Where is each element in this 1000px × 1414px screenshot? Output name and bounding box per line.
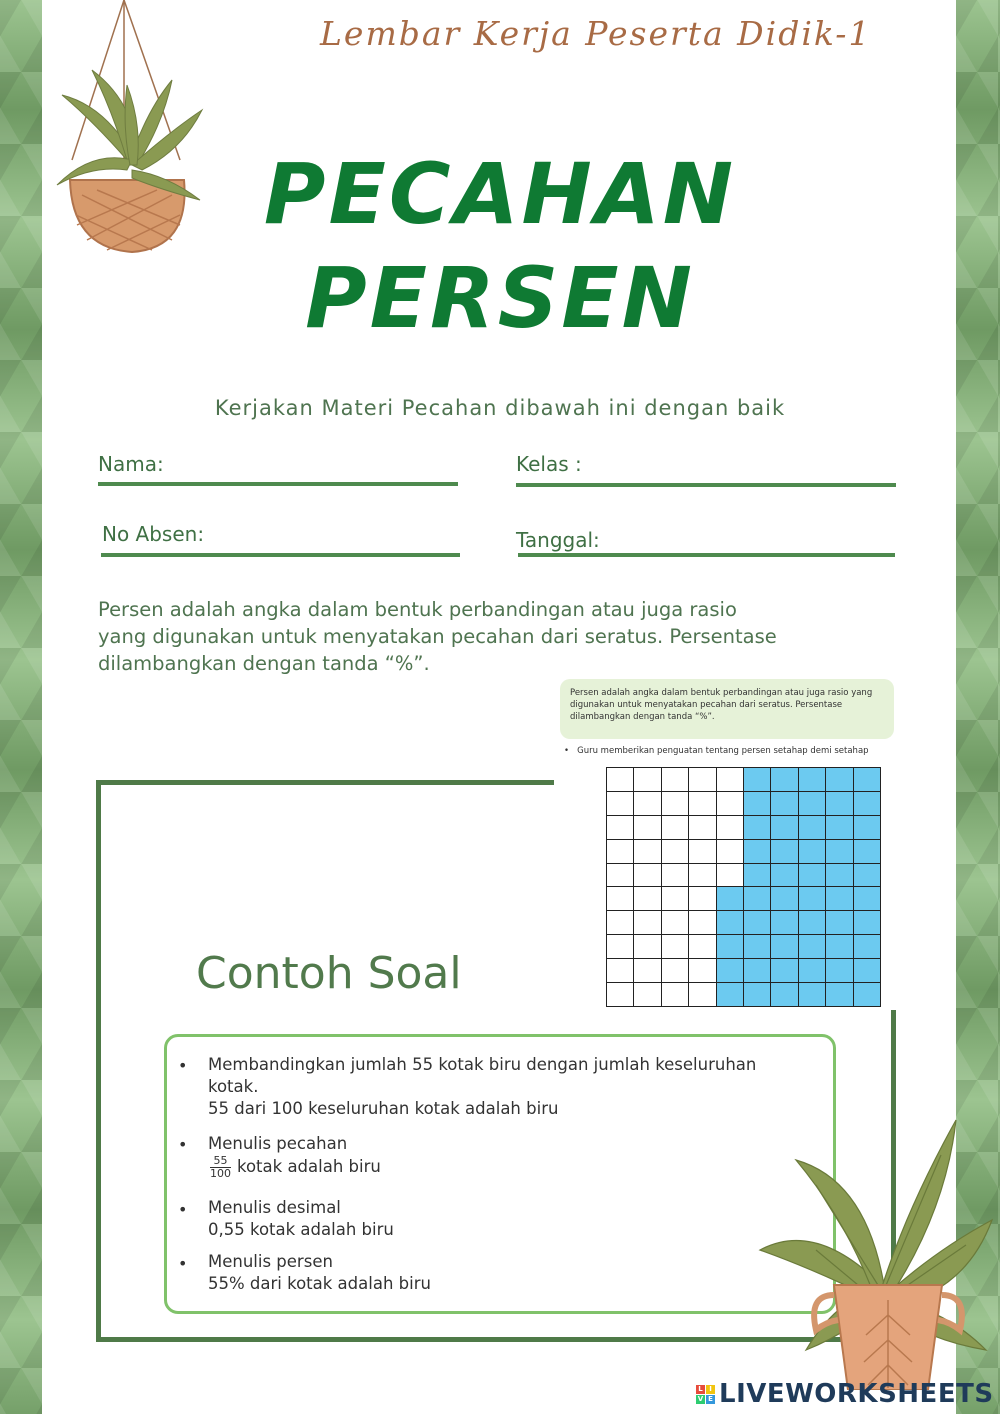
grid-cell bbox=[662, 840, 689, 864]
grid-cell bbox=[771, 911, 798, 935]
item4-line2: 55% dari kotak adalah biru bbox=[208, 1274, 431, 1293]
grid-cell bbox=[826, 792, 853, 816]
title-line-1: PECAHAN bbox=[263, 145, 737, 243]
contoh-soal-heading: Contoh Soal bbox=[196, 948, 462, 999]
grid-cell bbox=[607, 983, 634, 1007]
grid-cell bbox=[607, 792, 634, 816]
grid-cell bbox=[799, 768, 826, 792]
grid-cell bbox=[662, 983, 689, 1007]
grid-cell bbox=[854, 864, 881, 888]
example-item-4 bbox=[208, 1251, 431, 1295]
grid-cell bbox=[717, 768, 744, 792]
left-decorative-band bbox=[0, 0, 42, 1414]
logo-text: LIVEWORKSHEETS bbox=[719, 1379, 994, 1409]
grid-cell bbox=[744, 792, 771, 816]
grid-cell bbox=[771, 792, 798, 816]
grid-cell bbox=[717, 959, 744, 983]
grid-cell bbox=[607, 816, 634, 840]
grid-cell bbox=[771, 816, 798, 840]
grid-cell bbox=[634, 864, 661, 888]
grid-cell bbox=[826, 983, 853, 1007]
grid-cell bbox=[662, 959, 689, 983]
grid-cell bbox=[854, 840, 881, 864]
kelas-input-line[interactable] bbox=[516, 483, 896, 487]
item2-line1: Menulis pecahan bbox=[208, 1134, 348, 1153]
grid-cell bbox=[854, 959, 881, 983]
grid-cell bbox=[634, 935, 661, 959]
grid-cell bbox=[689, 768, 716, 792]
potted-plant-illustration bbox=[756, 1100, 1000, 1390]
grid-cell bbox=[662, 911, 689, 935]
grid-cell bbox=[662, 887, 689, 911]
grid-cell bbox=[717, 887, 744, 911]
example-bullet: • bbox=[178, 1200, 188, 1219]
grid-cell bbox=[744, 911, 771, 935]
definition-paragraph bbox=[98, 596, 858, 677]
grid-cell bbox=[799, 983, 826, 1007]
grid-cell bbox=[771, 768, 798, 792]
fraction-55-100 bbox=[210, 1155, 231, 1180]
item2-text: kotak adalah biru bbox=[237, 1157, 381, 1176]
grid-cell bbox=[689, 840, 716, 864]
grid-cell bbox=[854, 887, 881, 911]
grid-cell bbox=[799, 959, 826, 983]
grid-cell bbox=[771, 959, 798, 983]
grid-cell bbox=[826, 864, 853, 888]
grid-cell bbox=[662, 935, 689, 959]
title-line-2: PERSEN bbox=[305, 249, 695, 347]
grid-cell bbox=[799, 816, 826, 840]
tanggal-input-line[interactable] bbox=[518, 553, 895, 557]
logo-mark-letter: E bbox=[706, 1395, 715, 1404]
grid-cell bbox=[854, 983, 881, 1007]
grid-cell bbox=[744, 935, 771, 959]
definition-line-1: Persen adalah angka dalam bentuk perbandingan atau juga rasio bbox=[98, 598, 737, 621]
no-absen-label: No Absen: bbox=[102, 522, 205, 546]
grid-cell bbox=[634, 840, 661, 864]
nama-label: Nama: bbox=[98, 452, 164, 476]
item1-line1: Membandingkan jumlah 55 kotak biru dengan jumlah keseluruhan bbox=[208, 1055, 757, 1074]
grid-cell bbox=[771, 840, 798, 864]
grid-cell bbox=[854, 768, 881, 792]
grid-cell bbox=[634, 959, 661, 983]
no-absen-input-line[interactable] bbox=[101, 553, 460, 557]
grid-cell bbox=[744, 887, 771, 911]
grid-cell bbox=[634, 911, 661, 935]
fraction-numerator: 55 bbox=[210, 1155, 231, 1168]
grid-cell bbox=[662, 864, 689, 888]
grid-cell bbox=[689, 887, 716, 911]
grid-cell bbox=[607, 959, 634, 983]
instruction-text: Kerjakan Materi Pecahan dibawah ini dengan baik bbox=[214, 396, 786, 420]
grid-cell bbox=[826, 911, 853, 935]
example-item-1 bbox=[208, 1054, 756, 1120]
grid-cell bbox=[717, 983, 744, 1007]
grid-cell bbox=[799, 864, 826, 888]
grid-cell bbox=[689, 816, 716, 840]
grid-cell bbox=[607, 840, 634, 864]
grid-cell bbox=[854, 792, 881, 816]
item1-line2: kotak. bbox=[208, 1077, 259, 1096]
grid-cell bbox=[607, 935, 634, 959]
grid-cell bbox=[689, 911, 716, 935]
grid-cell bbox=[607, 887, 634, 911]
liveworksheets-logo[interactable] bbox=[696, 1376, 994, 1412]
logo-mark-letter: L bbox=[696, 1385, 705, 1394]
grid-cell bbox=[689, 983, 716, 1007]
grid-cell bbox=[689, 959, 716, 983]
grid-cell bbox=[634, 983, 661, 1007]
definition-line-2: yang digunakan untuk menyatakan pecahan dari seratus. Persentase bbox=[98, 625, 777, 648]
grid-cell bbox=[717, 864, 744, 888]
grid-cell bbox=[771, 983, 798, 1007]
definition-line-3: dilambangkan dengan tanda “%”. bbox=[98, 652, 430, 675]
grid-cell bbox=[607, 911, 634, 935]
grid-cell bbox=[689, 792, 716, 816]
hanging-plant-illustration bbox=[52, 0, 212, 260]
example-bullet: • bbox=[178, 1135, 188, 1154]
grid-cell bbox=[826, 959, 853, 983]
grid-cell bbox=[799, 911, 826, 935]
grid-cell bbox=[826, 935, 853, 959]
grid-cell bbox=[744, 816, 771, 840]
fraction-denominator: 100 bbox=[210, 1167, 231, 1180]
example-bullet: • bbox=[178, 1056, 188, 1075]
grid-cell bbox=[689, 864, 716, 888]
grid-cell bbox=[634, 792, 661, 816]
kelas-label: Kelas : bbox=[516, 452, 582, 476]
grid-cell bbox=[634, 768, 661, 792]
item3-line2: 0,55 kotak adalah biru bbox=[208, 1220, 394, 1239]
grid-cell bbox=[662, 768, 689, 792]
grid-cell bbox=[799, 840, 826, 864]
item1-line3: 55 dari 100 keseluruhan kotak adalah biru bbox=[208, 1099, 559, 1118]
grid-cell bbox=[634, 816, 661, 840]
grid-cell bbox=[854, 935, 881, 959]
grid-cell bbox=[799, 887, 826, 911]
example-bullet: • bbox=[178, 1254, 188, 1273]
grid-cell bbox=[744, 959, 771, 983]
grid-cell bbox=[662, 816, 689, 840]
grid-cell bbox=[744, 983, 771, 1007]
grid-cell bbox=[717, 911, 744, 935]
grid-cell bbox=[799, 935, 826, 959]
grid-cell bbox=[771, 864, 798, 888]
logo-mark-letter: V bbox=[697, 1394, 704, 1403]
logo-mark-icon bbox=[696, 1385, 715, 1404]
example-item-2 bbox=[208, 1133, 381, 1180]
textbook-snippet-bullet: • Guru memberikan penguatan tentang persen setahap demi setahap bbox=[564, 746, 869, 756]
grid-cell bbox=[826, 840, 853, 864]
example-item-3 bbox=[208, 1197, 394, 1241]
tanggal-label: Tanggal: bbox=[516, 528, 600, 552]
grid-cell bbox=[607, 768, 634, 792]
item4-line1: Menulis persen bbox=[208, 1252, 333, 1271]
grid-cell bbox=[744, 768, 771, 792]
grid-cell bbox=[607, 864, 634, 888]
grid-cell bbox=[662, 792, 689, 816]
grid-cell bbox=[744, 840, 771, 864]
logo-mark-letter: I bbox=[706, 1385, 715, 1394]
grid-cell bbox=[717, 816, 744, 840]
grid-cell bbox=[826, 887, 853, 911]
grid-cell bbox=[854, 911, 881, 935]
grid-cell bbox=[854, 816, 881, 840]
grid-cell bbox=[771, 887, 798, 911]
hundred-grid bbox=[606, 767, 881, 1007]
grid-cell bbox=[634, 887, 661, 911]
grid-cell bbox=[771, 935, 798, 959]
worksheet-subtitle: Lembar Kerja Peserta Didik-1 bbox=[320, 14, 872, 53]
grid-cell bbox=[826, 816, 853, 840]
grid-cell bbox=[826, 768, 853, 792]
nama-input-line[interactable] bbox=[98, 482, 458, 486]
grid-cell bbox=[717, 935, 744, 959]
snippet-bullet-text: Guru memberikan penguatan tentang persen setahap demi setahap bbox=[577, 746, 869, 756]
item3-line1: Menulis desimal bbox=[208, 1198, 341, 1217]
grid-cell bbox=[717, 840, 744, 864]
grid-cell bbox=[717, 792, 744, 816]
grid-cell bbox=[799, 792, 826, 816]
textbook-snippet-card: Persen adalah angka dalam bentuk perbandingan atau juga rasio yang digunakan untuk menyatakan pecahan dari seratus. Persentase dilambangkan dengan tanda “%”. bbox=[560, 679, 894, 739]
grid-cell bbox=[689, 935, 716, 959]
grid-cell bbox=[744, 864, 771, 888]
